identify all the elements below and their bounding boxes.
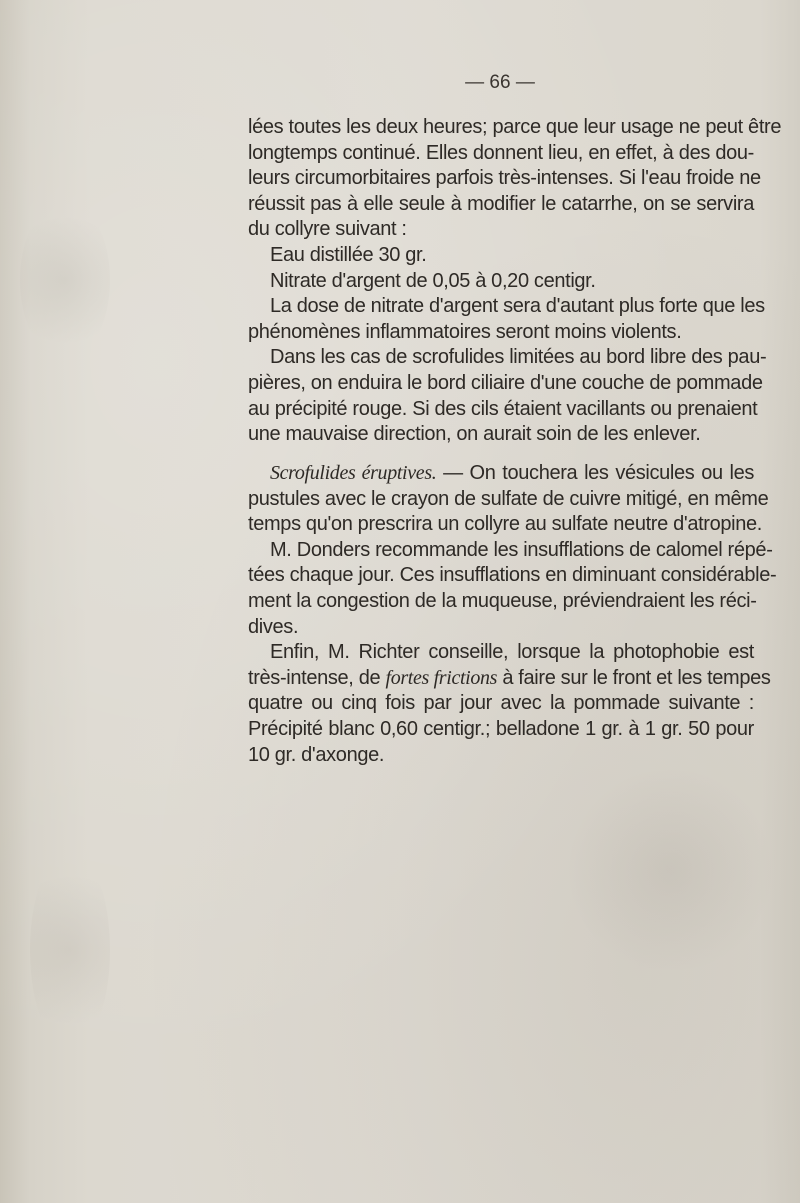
text-line: tées chaque jour. Ces insufflations en diminuant considérable- — [248, 564, 777, 587]
recipe-line: Eau distillée 30 gr. — [270, 243, 427, 266]
heading-continuation: — On touchera les vésicules ou les — [436, 462, 755, 484]
text-line: 10 gr. d'axonge. — [248, 743, 385, 766]
text-line: La dose de nitrate d'argent sera d'autant plus forte que les — [270, 295, 765, 318]
text-line: lées toutes les deux heures; parce que leur usage ne peut être — [248, 116, 782, 138]
italic-phrase: fortes frictions — [385, 666, 498, 689]
text-line: ment la congestion de la muqueuse, préviendraient les réci- — [248, 589, 757, 612]
text-line: quatre ou cinq fois par jour avec la pommade suivante : — [248, 692, 754, 715]
text-line: leurs circumorbitaires parfois très-intenses. Si l'eau froide ne — [248, 167, 761, 190]
text-line: pustules avec le crayon de sulfate de cuivre mitigé, en même — [248, 487, 769, 510]
section-heading-line — [248, 461, 754, 487]
text-line: temps qu'on prescrira un collyre au sulfate neutre d'atropine. — [248, 513, 763, 536]
text-line: Dans les cas de scrofulides limitées au bord libre des pau- — [270, 346, 767, 369]
text-line: dives. — [248, 615, 299, 638]
text-segment: très-intense, de — [248, 666, 381, 689]
page-number: — 66 — — [465, 72, 535, 93]
text-line: pières, on enduira le bord ciliaire d'une couche de pommade — [248, 371, 763, 394]
text-line: Précipité blanc 0,60 centigr.; belladone 1 gr. à 1 gr. 50 pour — [248, 717, 754, 740]
text-line: du collyre suivant : — [248, 218, 407, 241]
text-line: au précipité rouge. Si des cils étaient vacillants ou prenaient — [248, 397, 758, 420]
text-line: une mauvaise direction, on aurait soin de les enlever. — [248, 423, 701, 446]
paper-stain — [30, 850, 110, 1050]
text-line: M. Donders recommande les insufflations de calomel répé- — [270, 538, 773, 561]
bleed-through-shadow — [560, 770, 780, 970]
text-line: réussit pas à elle seule à modifier le catarrhe, on se servira — [248, 192, 754, 215]
text-line: longtemps continué. Elles donnent lieu, en effet, à des dou- — [248, 141, 754, 164]
text-line: Enfin, M. Richter conseille, lorsque la photophobie est — [270, 641, 754, 664]
paper-stain — [20, 200, 110, 360]
recipe-line: Nitrate d'argent de 0,05 à 0,20 centigr. — [270, 269, 596, 292]
text-line-mixed — [248, 666, 771, 692]
paragraph-block-collyre — [248, 115, 782, 448]
paragraph-block-eruptives — [248, 461, 777, 768]
text-line: phénomènes inflammatoires seront moins violents. — [248, 320, 682, 343]
text-segment: à faire sur le front et les tempes — [497, 666, 771, 689]
section-heading-italic: Scrofulides éruptives. — [270, 462, 437, 484]
